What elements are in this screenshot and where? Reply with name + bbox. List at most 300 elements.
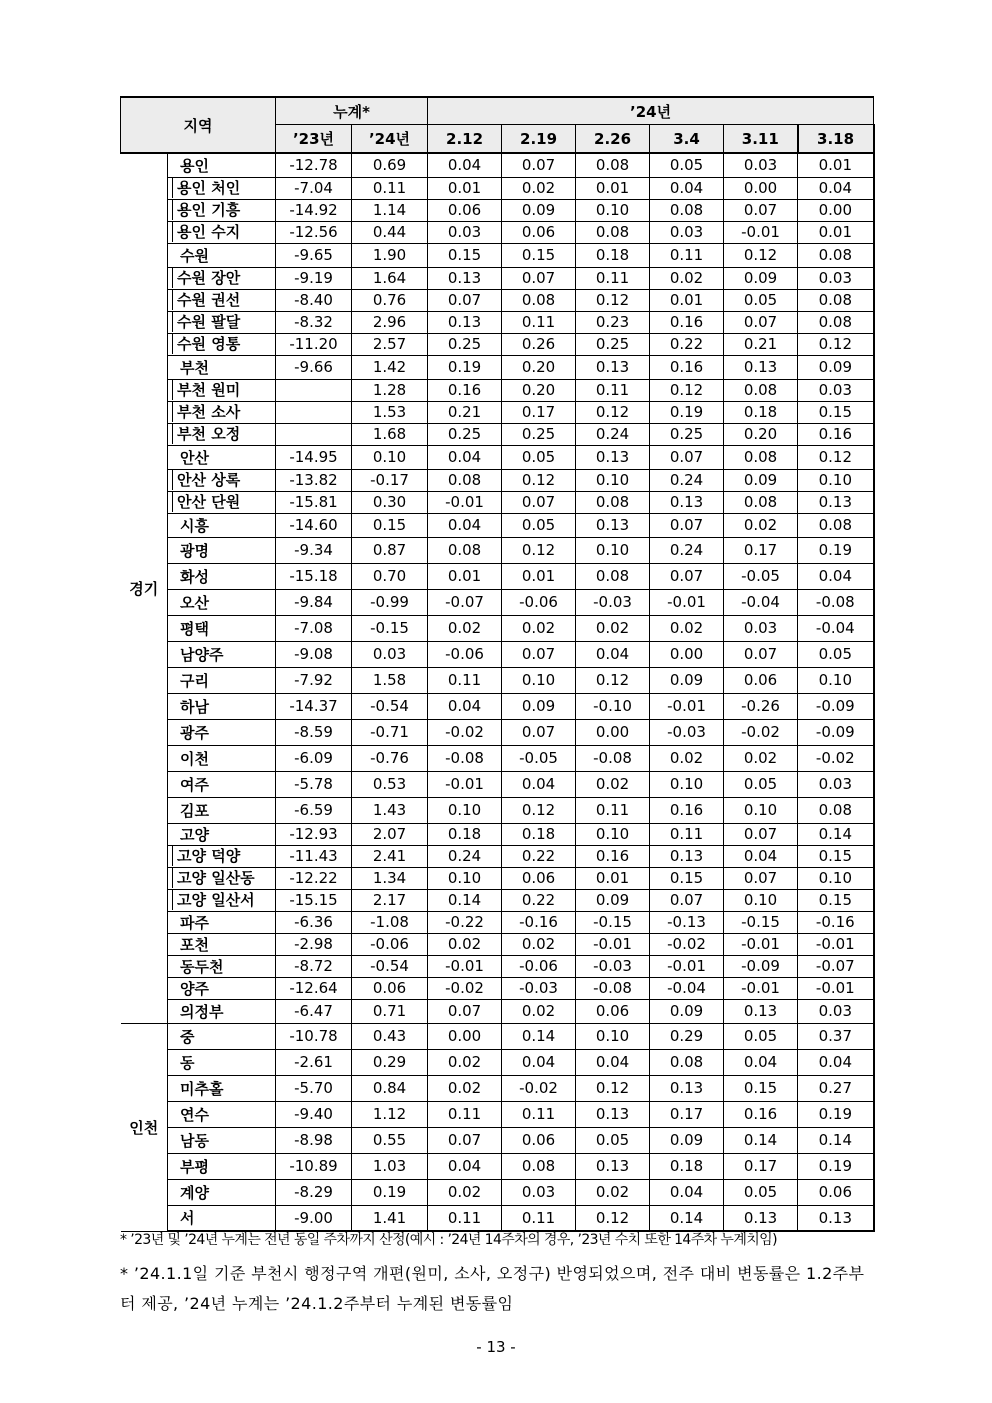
value-cell: -5.78 <box>276 771 352 797</box>
value-cell: 0.84 <box>352 1075 428 1101</box>
area-name: 오산 <box>168 589 276 615</box>
header-cumulative: 누계* <box>276 97 428 125</box>
value-cell: 0.11 <box>428 667 502 693</box>
value-cell: 0.01 <box>428 563 502 589</box>
table-row <box>121 401 874 423</box>
value-cell: 0.10 <box>798 469 874 491</box>
value-cell: 0.10 <box>428 797 502 823</box>
table-row <box>121 267 874 289</box>
value-cell: 0.08 <box>724 379 798 401</box>
value-cell: 0.07 <box>502 267 576 289</box>
value-cell: -0.76 <box>352 745 428 771</box>
area-name: 미추홀 <box>168 1075 276 1101</box>
value-cell: -0.01 <box>428 955 502 977</box>
value-cell: 0.02 <box>576 771 650 797</box>
area-name <box>168 199 276 221</box>
value-cell: -0.06 <box>352 933 428 955</box>
value-cell: 0.16 <box>650 311 724 333</box>
value-cell: 0.02 <box>576 1179 650 1205</box>
area-name: 여주 <box>168 771 276 797</box>
header-col: 2.26 <box>576 125 650 154</box>
value-cell: 0.22 <box>502 889 576 911</box>
area-name: 동 <box>168 1049 276 1075</box>
value-cell: 1.14 <box>352 199 428 221</box>
area-name: 안산 <box>168 445 276 469</box>
value-cell: 0.25 <box>650 423 724 445</box>
value-cell: 0.13 <box>650 491 724 513</box>
value-cell: 0.07 <box>428 999 502 1023</box>
value-cell: 1.64 <box>352 267 428 289</box>
table-row <box>121 289 874 311</box>
value-cell: 0.10 <box>576 537 650 563</box>
value-cell: 0.02 <box>502 177 576 199</box>
value-cell: 0.03 <box>502 1179 576 1205</box>
area-name: 화성 <box>168 563 276 589</box>
table-row <box>121 423 874 445</box>
value-cell: 0.12 <box>576 1075 650 1101</box>
value-cell: 0.13 <box>798 491 874 513</box>
value-cell: 0.03 <box>798 999 874 1023</box>
value-cell: -11.20 <box>276 333 352 355</box>
value-cell: 0.07 <box>650 563 724 589</box>
value-cell: 0.12 <box>724 243 798 267</box>
table-row <box>121 563 874 589</box>
sub-area-name: 고양 일산동 <box>172 868 259 888</box>
value-cell: 0.07 <box>724 311 798 333</box>
value-cell: 0.13 <box>428 311 502 333</box>
value-cell: 0.02 <box>428 1179 502 1205</box>
table-row <box>121 445 874 469</box>
value-cell: -10.89 <box>276 1153 352 1179</box>
value-cell: 0.11 <box>428 1205 502 1231</box>
table-row <box>121 513 874 537</box>
value-cell: -0.08 <box>428 745 502 771</box>
table-row <box>121 589 874 615</box>
table-row <box>121 797 874 823</box>
value-cell: 0.01 <box>502 563 576 589</box>
value-cell <box>276 379 352 401</box>
value-cell: 0.16 <box>724 1101 798 1127</box>
value-cell: -0.03 <box>576 589 650 615</box>
header-col: 3.18 <box>798 125 874 154</box>
value-cell: 0.07 <box>650 513 724 537</box>
area-name <box>168 845 276 867</box>
table-row <box>121 641 874 667</box>
value-cell: 0.44 <box>352 221 428 243</box>
value-cell: 0.03 <box>428 221 502 243</box>
value-cell: 1.03 <box>352 1153 428 1179</box>
value-cell: 0.16 <box>428 379 502 401</box>
value-cell: 0.07 <box>428 1127 502 1153</box>
value-cell: 0.08 <box>428 537 502 563</box>
sub-area-name: 고양 일산서 <box>172 890 259 910</box>
value-cell: 0.13 <box>576 513 650 537</box>
value-cell: 0.08 <box>502 1153 576 1179</box>
area-name: 양주 <box>168 977 276 999</box>
value-cell: 0.04 <box>798 1049 874 1075</box>
value-cell: 0.25 <box>428 423 502 445</box>
value-cell: 0.14 <box>798 823 874 845</box>
area-name: 동두천 <box>168 955 276 977</box>
sub-area-name: 용인 수지 <box>172 222 244 242</box>
value-cell: -10.78 <box>276 1023 352 1049</box>
value-cell: 0.13 <box>724 1205 798 1231</box>
value-cell: -0.09 <box>798 719 874 745</box>
value-cell: 2.17 <box>352 889 428 911</box>
value-cell: 0.08 <box>576 153 650 177</box>
area-name <box>168 401 276 423</box>
value-cell: -13.82 <box>276 469 352 491</box>
value-cell: -7.04 <box>276 177 352 199</box>
value-cell: 0.15 <box>798 401 874 423</box>
value-cell: 0.06 <box>502 867 576 889</box>
value-cell: 0.13 <box>724 999 798 1023</box>
value-cell: 0.21 <box>724 333 798 355</box>
value-cell: -1.08 <box>352 911 428 933</box>
value-cell: -8.72 <box>276 955 352 977</box>
value-cell: 0.25 <box>576 333 650 355</box>
value-cell: 0.14 <box>428 889 502 911</box>
value-cell: 0.01 <box>576 867 650 889</box>
value-cell: 0.10 <box>576 469 650 491</box>
value-cell: 0.02 <box>502 615 576 641</box>
value-cell: 0.07 <box>428 289 502 311</box>
value-cell: -0.05 <box>724 563 798 589</box>
value-cell: -0.02 <box>724 719 798 745</box>
value-cell: 0.07 <box>502 719 576 745</box>
table-row <box>121 1127 874 1153</box>
value-cell: 0.04 <box>798 177 874 199</box>
sub-area-name: 용인 기흥 <box>172 200 244 220</box>
value-cell: -14.92 <box>276 199 352 221</box>
table-row <box>121 243 874 267</box>
region-label: 경기 <box>121 153 168 1023</box>
value-cell: 1.34 <box>352 867 428 889</box>
table-row <box>121 823 874 845</box>
value-cell: -11.43 <box>276 845 352 867</box>
value-cell: 0.19 <box>352 1179 428 1205</box>
value-cell: -15.18 <box>276 563 352 589</box>
value-cell: -0.01 <box>428 771 502 797</box>
table-row <box>121 693 874 719</box>
value-cell: 0.25 <box>428 333 502 355</box>
value-cell: 0.24 <box>428 845 502 867</box>
value-cell: -0.16 <box>502 911 576 933</box>
value-cell: 0.04 <box>502 1049 576 1075</box>
value-cell: 2.07 <box>352 823 428 845</box>
value-cell: 0.13 <box>650 845 724 867</box>
header-year-24: ’24년 <box>428 97 874 125</box>
table-row <box>121 1075 874 1101</box>
area-name <box>168 867 276 889</box>
area-name: 광주 <box>168 719 276 745</box>
value-cell: -0.16 <box>798 911 874 933</box>
sub-area-name: 용인 처인 <box>172 178 244 198</box>
value-cell: -0.04 <box>798 615 874 641</box>
value-cell: 0.08 <box>576 563 650 589</box>
value-cell: 0.00 <box>576 719 650 745</box>
value-cell: -0.02 <box>798 745 874 771</box>
value-cell: 0.10 <box>352 445 428 469</box>
value-cell: 0.01 <box>798 153 874 177</box>
table-row <box>121 1153 874 1179</box>
value-cell: 0.12 <box>576 667 650 693</box>
value-cell: 0.17 <box>650 1101 724 1127</box>
value-cell: 2.41 <box>352 845 428 867</box>
value-cell: 0.14 <box>798 1127 874 1153</box>
value-cell: 0.02 <box>650 267 724 289</box>
table-row <box>121 745 874 771</box>
value-cell: 0.13 <box>576 355 650 379</box>
price-change-table <box>120 96 875 1232</box>
value-cell: 0.04 <box>650 1179 724 1205</box>
value-cell: 0.03 <box>724 615 798 641</box>
value-cell: 0.04 <box>724 845 798 867</box>
value-cell: 0.05 <box>502 445 576 469</box>
value-cell: -0.54 <box>352 955 428 977</box>
value-cell: -0.08 <box>798 589 874 615</box>
value-cell <box>276 401 352 423</box>
value-cell: 1.68 <box>352 423 428 445</box>
value-cell: 0.14 <box>650 1205 724 1231</box>
value-cell: 0.19 <box>798 1153 874 1179</box>
value-cell: 0.13 <box>724 355 798 379</box>
value-cell: -0.99 <box>352 589 428 615</box>
value-cell: 0.02 <box>502 933 576 955</box>
area-name: 부평 <box>168 1153 276 1179</box>
value-cell: 2.96 <box>352 311 428 333</box>
value-cell: 0.53 <box>352 771 428 797</box>
value-cell: 0.12 <box>798 333 874 355</box>
value-cell: -0.03 <box>576 955 650 977</box>
table-row <box>121 1049 874 1075</box>
value-cell: 0.22 <box>502 845 576 867</box>
value-cell: 1.28 <box>352 379 428 401</box>
value-cell: 0.12 <box>502 797 576 823</box>
area-name: 부천 <box>168 355 276 379</box>
value-cell: 0.02 <box>428 933 502 955</box>
area-name <box>168 379 276 401</box>
area-name: 남동 <box>168 1127 276 1153</box>
area-name: 이천 <box>168 745 276 771</box>
value-cell: -8.40 <box>276 289 352 311</box>
value-cell: -9.34 <box>276 537 352 563</box>
value-cell: 0.12 <box>502 537 576 563</box>
value-cell: -12.64 <box>276 977 352 999</box>
value-cell: 0.10 <box>724 889 798 911</box>
value-cell: 0.09 <box>502 693 576 719</box>
area-name <box>168 889 276 911</box>
value-cell: 0.15 <box>428 243 502 267</box>
value-cell: 0.05 <box>650 153 724 177</box>
value-cell: 0.08 <box>798 311 874 333</box>
value-cell: 0.20 <box>502 379 576 401</box>
area-name: 용인 <box>168 153 276 177</box>
footnote-bucheon: * ’24.1.1일 기준 부천시 행정구역 개편(원미, 소사, 오정구) 반영되었으며, 전주 대비 변동률은 1.2주부터 제공, ’24년 누계는 ’24.1.2주부터 누계된 변동률임 <box>120 1264 865 1313</box>
value-cell: -2.61 <box>276 1049 352 1075</box>
value-cell: 0.10 <box>798 667 874 693</box>
value-cell: -0.15 <box>576 911 650 933</box>
value-cell: 0.07 <box>724 867 798 889</box>
value-cell: -12.78 <box>276 153 352 177</box>
value-cell: -6.59 <box>276 797 352 823</box>
value-cell: 0.07 <box>650 889 724 911</box>
value-cell: 0.13 <box>576 445 650 469</box>
value-cell: 0.06 <box>724 667 798 693</box>
value-cell: 0.11 <box>502 1205 576 1231</box>
value-cell: 0.30 <box>352 491 428 513</box>
value-cell: 0.19 <box>798 537 874 563</box>
value-cell: 0.12 <box>502 469 576 491</box>
area-name: 광명 <box>168 537 276 563</box>
value-cell: 0.04 <box>798 563 874 589</box>
value-cell: 0.02 <box>724 745 798 771</box>
value-cell: -0.54 <box>352 693 428 719</box>
value-cell: 0.00 <box>798 199 874 221</box>
value-cell: 0.04 <box>576 1049 650 1075</box>
area-name: 중 <box>168 1023 276 1049</box>
value-cell: 0.01 <box>428 177 502 199</box>
value-cell: 0.01 <box>576 177 650 199</box>
value-cell: 0.05 <box>724 771 798 797</box>
area-name <box>168 177 276 199</box>
table-row <box>121 955 874 977</box>
value-cell: 0.08 <box>798 289 874 311</box>
value-cell: -0.01 <box>724 933 798 955</box>
value-cell: 0.10 <box>724 797 798 823</box>
value-cell: -0.05 <box>502 745 576 771</box>
value-cell: -0.03 <box>502 977 576 999</box>
value-cell: 0.37 <box>798 1023 874 1049</box>
value-cell: 0.05 <box>576 1127 650 1153</box>
value-cell: 0.18 <box>428 823 502 845</box>
value-cell: 0.11 <box>428 1101 502 1127</box>
value-cell: 0.24 <box>650 537 724 563</box>
value-cell: 0.08 <box>502 289 576 311</box>
value-cell: 0.03 <box>798 267 874 289</box>
value-cell: 0.08 <box>724 445 798 469</box>
table-row <box>121 1023 874 1049</box>
table-row <box>121 845 874 867</box>
value-cell: 0.02 <box>428 1075 502 1101</box>
value-cell: 0.05 <box>724 1179 798 1205</box>
value-cell: 0.29 <box>352 1049 428 1075</box>
value-cell: 0.06 <box>352 977 428 999</box>
value-cell: -8.32 <box>276 311 352 333</box>
area-name: 시흥 <box>168 513 276 537</box>
value-cell: 0.03 <box>650 221 724 243</box>
value-cell: 0.04 <box>650 177 724 199</box>
value-cell: 0.18 <box>650 1153 724 1179</box>
value-cell: 0.08 <box>650 1049 724 1075</box>
value-cell: 0.13 <box>650 1075 724 1101</box>
value-cell: 0.08 <box>576 221 650 243</box>
value-cell: -0.07 <box>798 955 874 977</box>
area-name: 김포 <box>168 797 276 823</box>
table-row <box>121 469 874 491</box>
value-cell: 0.07 <box>724 199 798 221</box>
value-cell: -0.17 <box>352 469 428 491</box>
header-col: 2.19 <box>502 125 576 154</box>
area-name <box>168 469 276 491</box>
area-name: 평택 <box>168 615 276 641</box>
value-cell: 0.08 <box>798 513 874 537</box>
area-name: 고양 <box>168 823 276 845</box>
value-cell: 0.27 <box>798 1075 874 1101</box>
value-cell: 0.13 <box>428 267 502 289</box>
value-cell: 0.03 <box>798 379 874 401</box>
value-cell: 0.06 <box>576 999 650 1023</box>
value-cell: -0.22 <box>428 911 502 933</box>
table-row <box>121 1101 874 1127</box>
table-row <box>121 379 874 401</box>
header-col: 3.11 <box>724 125 798 154</box>
value-cell: 0.11 <box>576 267 650 289</box>
value-cell: 0.70 <box>352 563 428 589</box>
value-cell: 0.08 <box>724 491 798 513</box>
area-name: 하남 <box>168 693 276 719</box>
value-cell: 0.16 <box>650 355 724 379</box>
value-cell: 0.14 <box>724 1127 798 1153</box>
value-cell: 0.12 <box>798 445 874 469</box>
value-cell: 0.76 <box>352 289 428 311</box>
value-cell: 0.29 <box>650 1023 724 1049</box>
value-cell: 0.03 <box>724 153 798 177</box>
table-row <box>121 333 874 355</box>
area-name <box>168 267 276 289</box>
value-cell: 0.02 <box>576 615 650 641</box>
value-cell: -7.92 <box>276 667 352 693</box>
area-name: 연수 <box>168 1101 276 1127</box>
area-name <box>168 289 276 311</box>
value-cell: 0.16 <box>650 797 724 823</box>
value-cell: -14.60 <box>276 513 352 537</box>
value-cell: 0.07 <box>650 445 724 469</box>
area-name: 포천 <box>168 933 276 955</box>
value-cell: 0.15 <box>502 243 576 267</box>
value-cell: -0.15 <box>724 911 798 933</box>
value-cell: 0.05 <box>724 289 798 311</box>
value-cell: 0.23 <box>576 311 650 333</box>
sub-area-name: 부천 원미 <box>172 380 244 400</box>
value-cell: -12.93 <box>276 823 352 845</box>
value-cell: 0.24 <box>576 423 650 445</box>
value-cell: 0.09 <box>650 667 724 693</box>
value-cell: 0.04 <box>428 513 502 537</box>
value-cell: 0.00 <box>724 177 798 199</box>
value-cell: -0.04 <box>724 589 798 615</box>
area-name <box>168 491 276 513</box>
value-cell: -0.08 <box>576 977 650 999</box>
value-cell: -0.07 <box>428 589 502 615</box>
area-name: 서 <box>168 1205 276 1231</box>
header-col: ’24년 <box>352 125 428 154</box>
value-cell: 1.53 <box>352 401 428 423</box>
value-cell: -9.00 <box>276 1205 352 1231</box>
page-number: - 13 - <box>476 1338 516 1356</box>
value-cell: 0.06 <box>502 1127 576 1153</box>
value-cell: 0.07 <box>724 823 798 845</box>
value-cell: 0.18 <box>502 823 576 845</box>
value-cell: -0.71 <box>352 719 428 745</box>
value-cell: 1.42 <box>352 355 428 379</box>
value-cell: -0.01 <box>576 933 650 955</box>
value-cell: 0.20 <box>724 423 798 445</box>
value-cell: 0.11 <box>650 243 724 267</box>
table-row <box>121 1179 874 1205</box>
value-cell: 0.04 <box>576 641 650 667</box>
value-cell: -0.09 <box>724 955 798 977</box>
